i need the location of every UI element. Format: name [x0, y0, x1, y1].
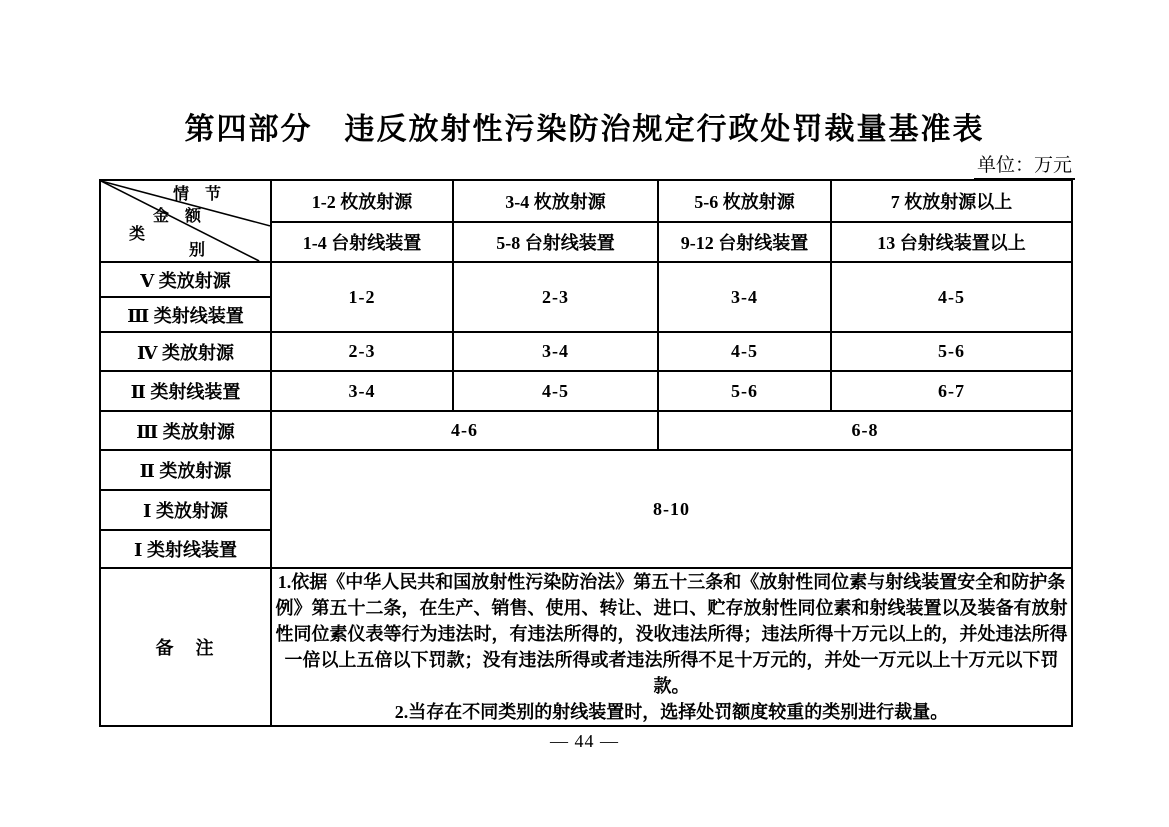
- row-label-iii-device: Ⅲ 类射线装置: [100, 297, 271, 332]
- remark-line-2: 2.当存在不同类别的射线装置时，选择处罚额度较重的类别进行裁量。: [394, 702, 949, 722]
- value-ii-device-col1: 3-4: [271, 371, 453, 411]
- value-ii-device-col4: 6-7: [831, 371, 1072, 411]
- penalty-table: [99, 179, 1073, 727]
- value-iv-col4: 5-6: [831, 332, 1072, 371]
- value-iii-source-right: 6-8: [658, 411, 1072, 450]
- header-devices-col1: 1-4 台射线装置: [271, 222, 453, 262]
- corner-label-amount: 金 额: [153, 208, 202, 225]
- value-iv-col2: 3-4: [453, 332, 658, 371]
- header-devices-col4: 13 台射线装置以上: [831, 222, 1072, 262]
- header-sources-col4: 7 枚放射源以上: [831, 180, 1072, 222]
- header-devices-col2: 5-8 台射线装置: [453, 222, 658, 262]
- header-sources-col2: 3-4 枚放射源: [453, 180, 658, 222]
- corner-cell: [100, 180, 271, 262]
- value-group1-col1: 1-2: [271, 262, 453, 332]
- value-group2: 8-10: [271, 450, 1072, 568]
- header-sources-col1: 1-2 枚放射源: [271, 180, 453, 222]
- value-ii-device-col2: 4-5: [453, 371, 658, 411]
- row-label-ii-source: Ⅱ 类放射源: [100, 450, 271, 490]
- remarks-label-cell: 备 注: [100, 568, 271, 726]
- value-group1-col3: 3-4: [658, 262, 831, 332]
- row-label-iv-source: Ⅳ 类放射源: [100, 332, 271, 371]
- value-group1-col2: 2-3: [453, 262, 658, 332]
- corner-label-circumstance: 情 节: [173, 186, 222, 203]
- value-iii-source-left: 4-6: [271, 411, 658, 450]
- value-iv-col1: 2-3: [271, 332, 453, 371]
- row-label-i-source: Ⅰ 类放射源: [100, 490, 271, 530]
- corner-label-category-1: 类: [129, 226, 146, 243]
- row-label-i-device: Ⅰ 类射线装置: [100, 530, 271, 568]
- header-sources-col3: 5-6 枚放射源: [658, 180, 831, 222]
- header-devices-col3: 9-12 台射线装置: [658, 222, 831, 262]
- page-number: — 44 —: [550, 731, 619, 751]
- remark-line-1: 1.依据《中华人民共和国放射性污染防治法》第五十三条和《放射性同位素与射线装置安全和防护条例》第五十二条，在生产、销售、使用、转让、进口、贮存放射性同位素和射线装置以及装备有放射性同位素仪表等行为违法时，有违法所得的，没收违法所得；违法所得十万元以上的，并处违法所得一倍以上五倍以下罚款；没有违法所得或者违法所得不足十万元的，并处一万元以上十万元以下罚款。: [275, 572, 1068, 696]
- value-group1-col4: 4-5: [831, 262, 1072, 332]
- page-title: 第四部分 违反放射性污染防治规定行政处罚裁量基准表: [184, 113, 985, 146]
- corner-label-category-2: 别: [189, 242, 206, 259]
- remarks-cell: [271, 568, 1072, 726]
- value-ii-device-col3: 5-6: [658, 371, 831, 411]
- unit-label: 单位：万元: [974, 150, 1075, 180]
- row-label-v-source: Ⅴ 类放射源: [100, 262, 271, 297]
- row-label-ii-device: Ⅱ 类射线装置: [100, 371, 271, 411]
- row-label-iii-source: Ⅲ 类放射源: [100, 411, 271, 450]
- value-iv-col3: 4-5: [658, 332, 831, 371]
